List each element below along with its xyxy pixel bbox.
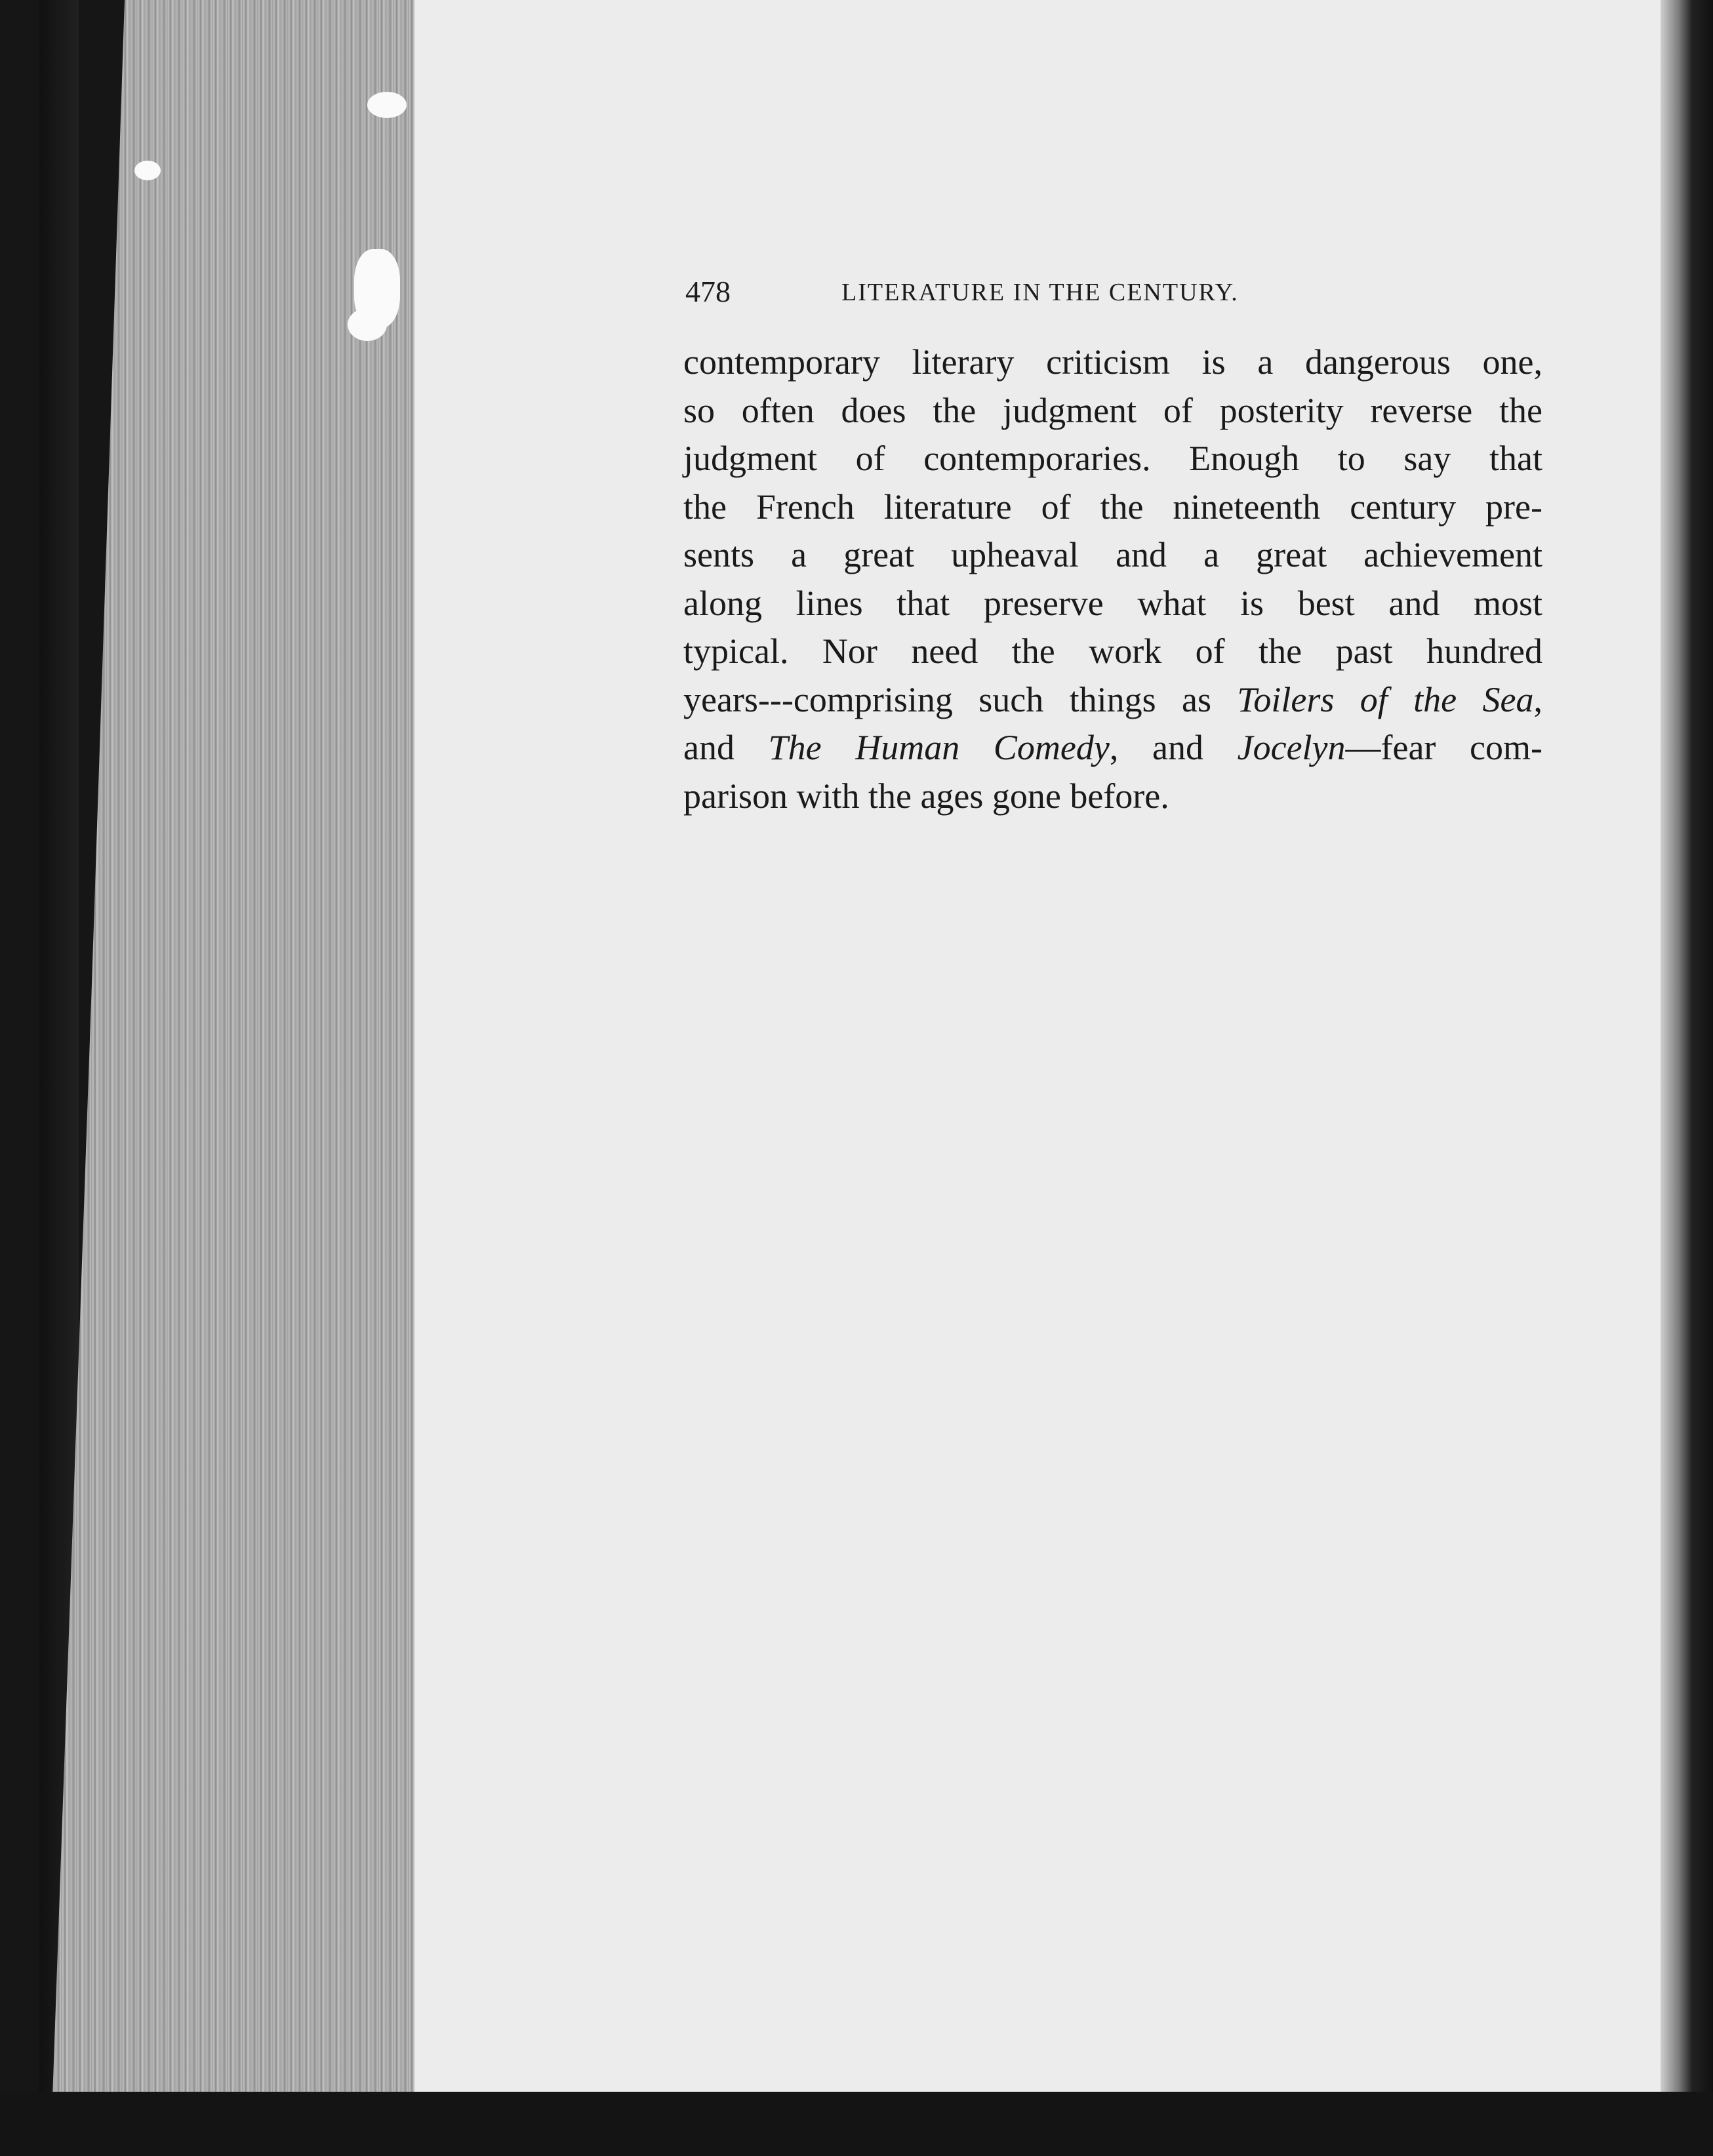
page-number: 478 bbox=[685, 275, 731, 308]
dust-speck bbox=[367, 92, 407, 118]
text-line: contemporary literary criticism is a dangerous one, bbox=[683, 342, 1542, 382]
text-line: judgment of contemporaries. Enough to say that bbox=[683, 439, 1542, 478]
text-segment: —fear com- bbox=[1345, 728, 1543, 767]
italic-title: The Human Comedy bbox=[768, 728, 1110, 767]
italic-title: Jocelyn bbox=[1237, 728, 1346, 767]
text-segment: , bbox=[1533, 679, 1542, 719]
text-line: so often does the judgment of posterity reverse the bbox=[683, 390, 1542, 430]
page-bottom-shadow bbox=[0, 2092, 1713, 2156]
text-line: the French literature of the nineteenth century pre- bbox=[683, 487, 1542, 527]
text-line: sents a great upheaval and a great achievement bbox=[683, 535, 1542, 574]
text-line bbox=[683, 724, 1542, 772]
italic-title: Toilers of the Sea bbox=[1237, 679, 1534, 719]
text-line bbox=[683, 676, 1542, 725]
body-paragraph bbox=[683, 338, 1542, 820]
text-segment: years---comprising such things as bbox=[683, 679, 1238, 719]
running-head bbox=[685, 274, 1367, 313]
text-line: typical. Nor need the work of the past hundred bbox=[683, 631, 1542, 671]
text-line: parison with the ages gone before. bbox=[683, 776, 1169, 816]
page bbox=[414, 0, 1661, 2092]
page-right-edge bbox=[1661, 0, 1713, 2156]
text-segment: and bbox=[683, 728, 769, 767]
dust-speck bbox=[134, 161, 161, 180]
text-segment: , and bbox=[1109, 728, 1238, 767]
text-line: along lines that preserve what is best and most bbox=[683, 583, 1542, 623]
dust-speck bbox=[348, 308, 387, 341]
running-head-title: LITERATURE IN THE CENTURY. bbox=[841, 279, 1239, 306]
